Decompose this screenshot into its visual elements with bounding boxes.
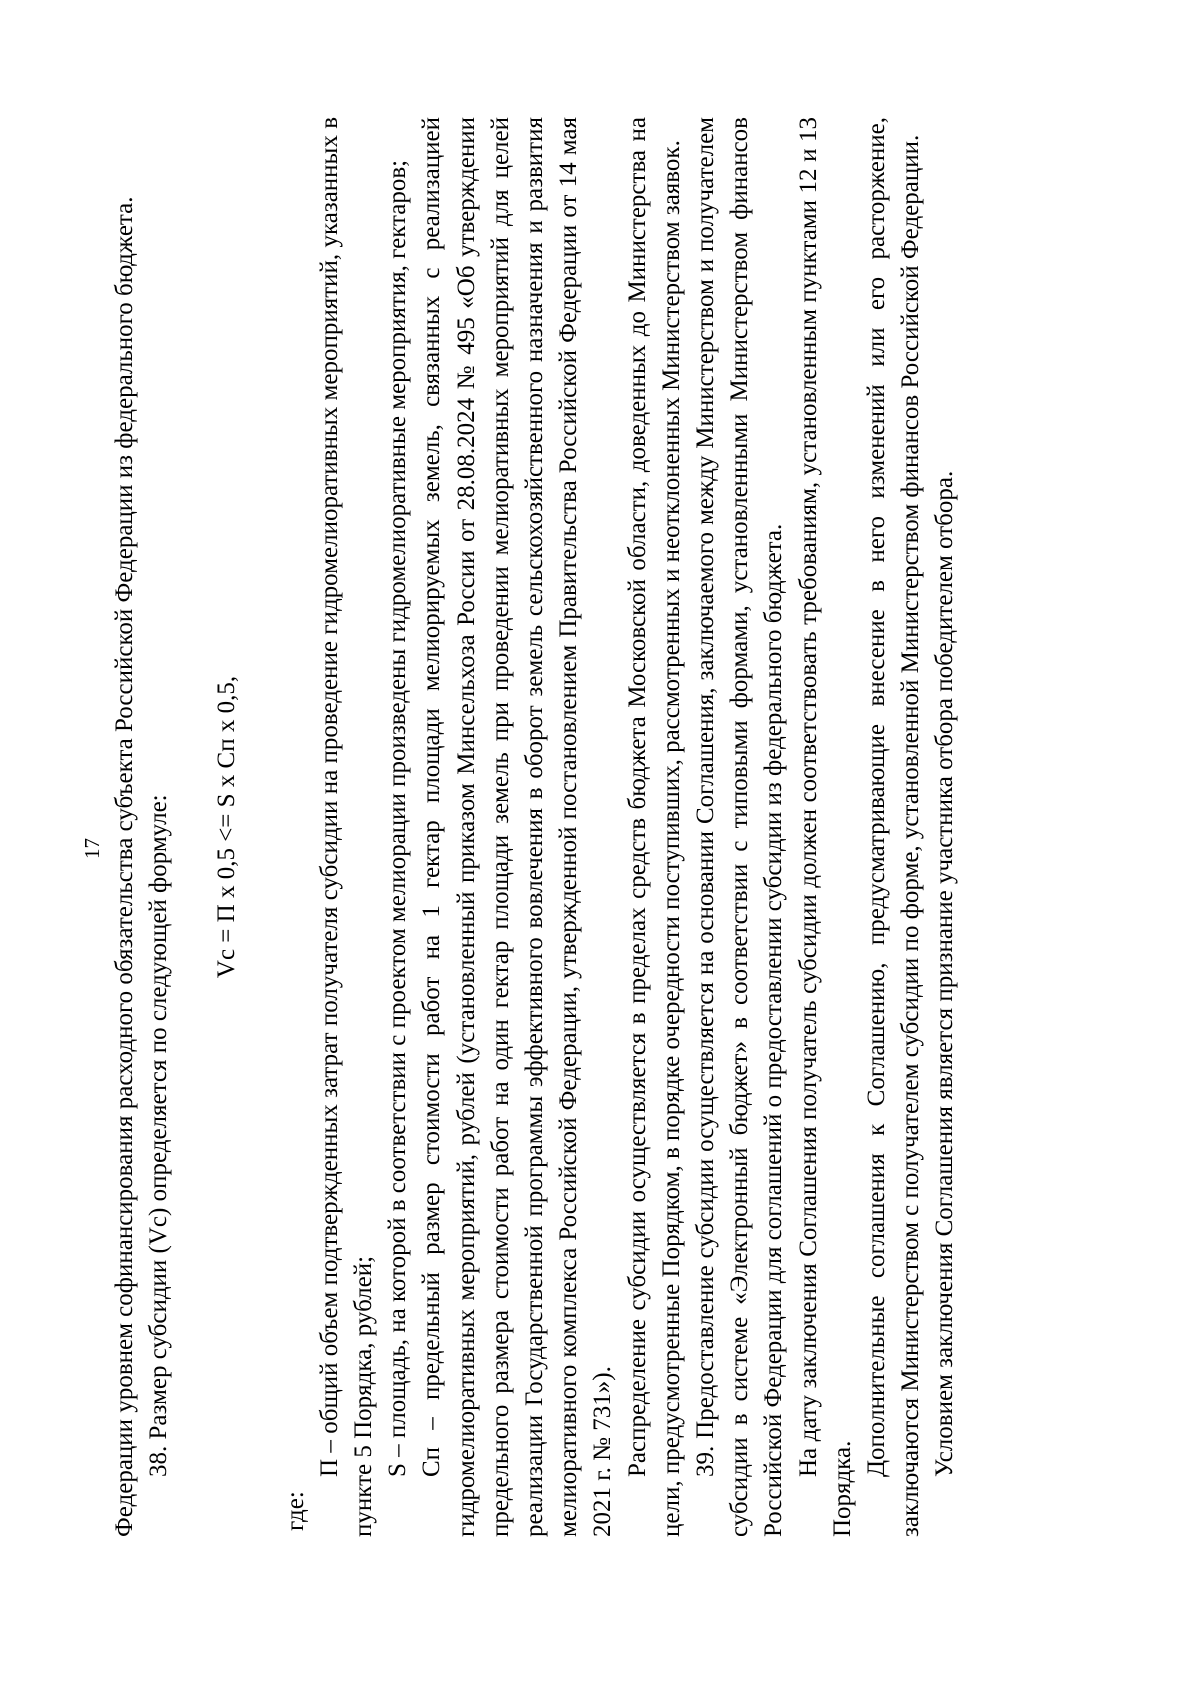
page-number: 17 — [80, 838, 104, 859]
paragraph-condition: Условием заключения Соглашения является признание участника отбора победителем отбора. — [931, 470, 959, 1477]
where-label: где: — [281, 1491, 309, 1531]
subsidy-formula: Vс = П x 0,5 <= S x Сп x 0,5, — [213, 675, 241, 979]
document-body — [108, 117, 963, 1537]
paragraph-agreement-date: На дату заключения Соглашения получатель субсидии должен соответствовать требованиям, установленным пунктами 12 и 13 Порядка. — [794, 117, 856, 1537]
paragraph-additional-agreements: Дополнительные соглашения к Соглашению, предусматривающие внесение в него изменений или его расторжение, заключаются Министерством с получателем субсидии по форме, установленной Министерством финансов Российской Федерации. — [863, 117, 925, 1537]
paragraph-distribution: Распределение субсидии осуществляется в пределах средств бюджета Московской области, доведенных до Министерства на цели, предусмотренные Порядком, в порядке очередности поступивших, рассмотренных и неотклоненных Министерством заявок. — [623, 117, 685, 1537]
paragraph-continuation: Федерации уровнем софинансирования расходного обязательства субъекта Российской Федерации из федерального бюджета. — [111, 196, 138, 1537]
definition-sp: Сп – предельный размер стоимости работ на 1 гектар площади мелиорируемых земель, связанных с реализацией гидромелиоративных мероприятий, рублей (установленный приказом Минсельхоза России от 28.08.2024 № 495 «Об утверждении предельного размера стоимости работ на один гектар площади земель при проведении мелиоративных мероприятий для целей реализации Государственной программы эффективного вовлечения в оборот земель сельскохозяйственного назначения и развития мелиоративного комплекса Российской Федерации, утвержденной постановлением Правительства Российской Федерации от 14 мая 2021 г. № 731»). — [418, 117, 617, 1537]
paragraph-39: 39. Предоставление субсидии осуществляется на основании Соглашения, заключаемого между Министерством и получателем субсидии в системе «Электронный бюджет» в соответствии с типовыми формами, установленными Министерством финансов Российской Федерации для соглашений о предоставлении субсидии из федерального бюджета. — [692, 117, 788, 1537]
paragraph-38: 38. Размер субсидии (Vс) определяется по следующей формуле: — [145, 794, 173, 1477]
definition-p: П – общий объем подтвержденных затрат получателя субсидии на проведение гидромелиоративных мероприятий, указанных в пункте 5 Порядка, рублей; — [315, 117, 378, 1537]
definition-s: S – площадь, на которой в соответствии с проектом мелиорации произведены гидромелиоративные мероприятия, гектаров; — [384, 159, 412, 1477]
